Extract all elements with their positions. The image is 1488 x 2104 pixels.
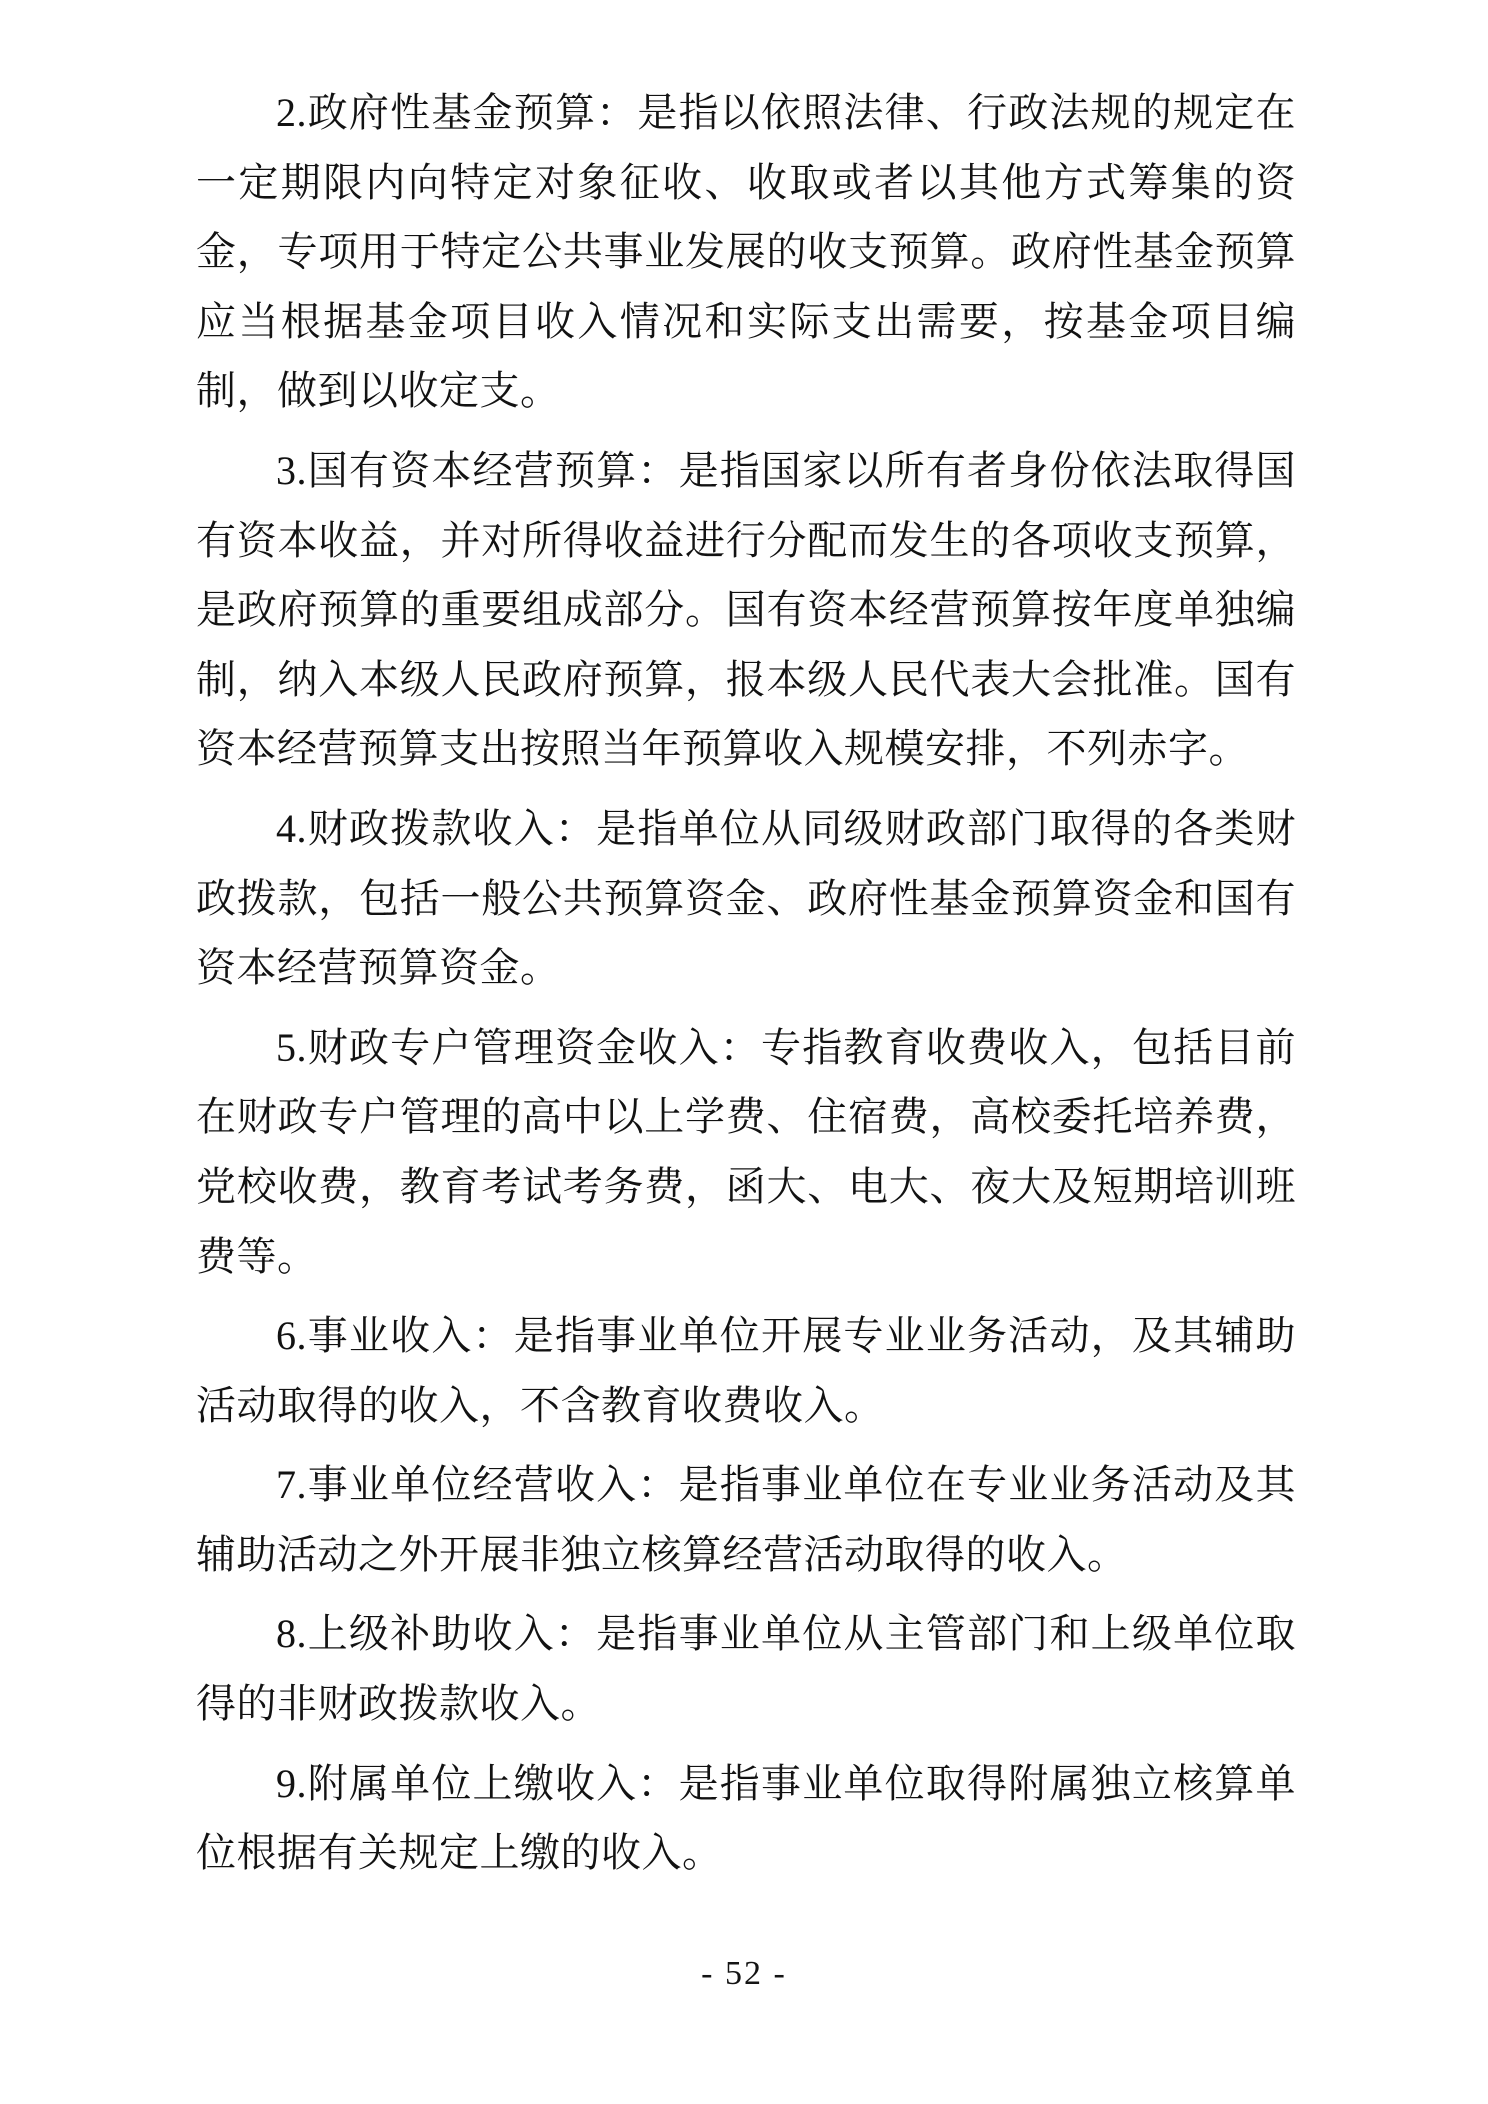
paragraph: 7.事业单位经营收入：是指事业单位在专业业务活动及其辅助活动之外开展非独立核算经营活动取得的收入。 <box>196 1462 1296 1577</box>
paragraph: 4.财政拨款收入：是指单位从同级财政部门取得的各类财政拨款，包括一般公共预算资金、政府性基金预算资金和国有资本经营预算资金。 <box>196 805 1296 991</box>
paragraph: 3.国有资本经营预算：是指国家以所有者身份依法取得国有资本收益，并对所得收益进行分配而发生的各项收支预算，是政府预算的重要组成部分。国有资本经营预算按年度单独编制，纳入本级人民政府预算，报本级人民代表大会批准。国有资本经营预算支出按照当年预算收入规模安排，不列赤字。 <box>196 447 1296 772</box>
document-body <box>196 78 1296 1898</box>
paragraph: 8.上级补助收入：是指事业单位从主管部门和上级单位取得的非财政拨款收入。 <box>196 1611 1296 1727</box>
page-number: - 52 - <box>701 1955 787 1992</box>
paragraph: 9.附属单位上缴收入：是指事业单位取得附属独立核算单位根据有关规定上缴的收入。 <box>196 1760 1296 1876</box>
paragraph: 5.财政专户管理资金收入：专指教育收费收入，包括目前在财政专户管理的高中以上学费、住宿费，高校委托培养费，党校收费，教育考试考务费，函大、电大、夜大及短期培训班费等。 <box>196 1024 1296 1279</box>
paragraph: 6.事业收入：是指事业单位开展专业业务活动，及其辅助活动取得的收入，不含教育收费收入。 <box>196 1313 1296 1428</box>
paragraph: 2.政府性基金预算：是指以依照法律、行政法规的规定在一定期限内向特定对象征收、收取或者以其他方式筹集的资金，专项用于特定公共事业发展的收支预算。政府性基金预算应当根据基金项目收入情况和实际支出需要，按基金项目编制，做到以收定支。 <box>196 90 1296 414</box>
